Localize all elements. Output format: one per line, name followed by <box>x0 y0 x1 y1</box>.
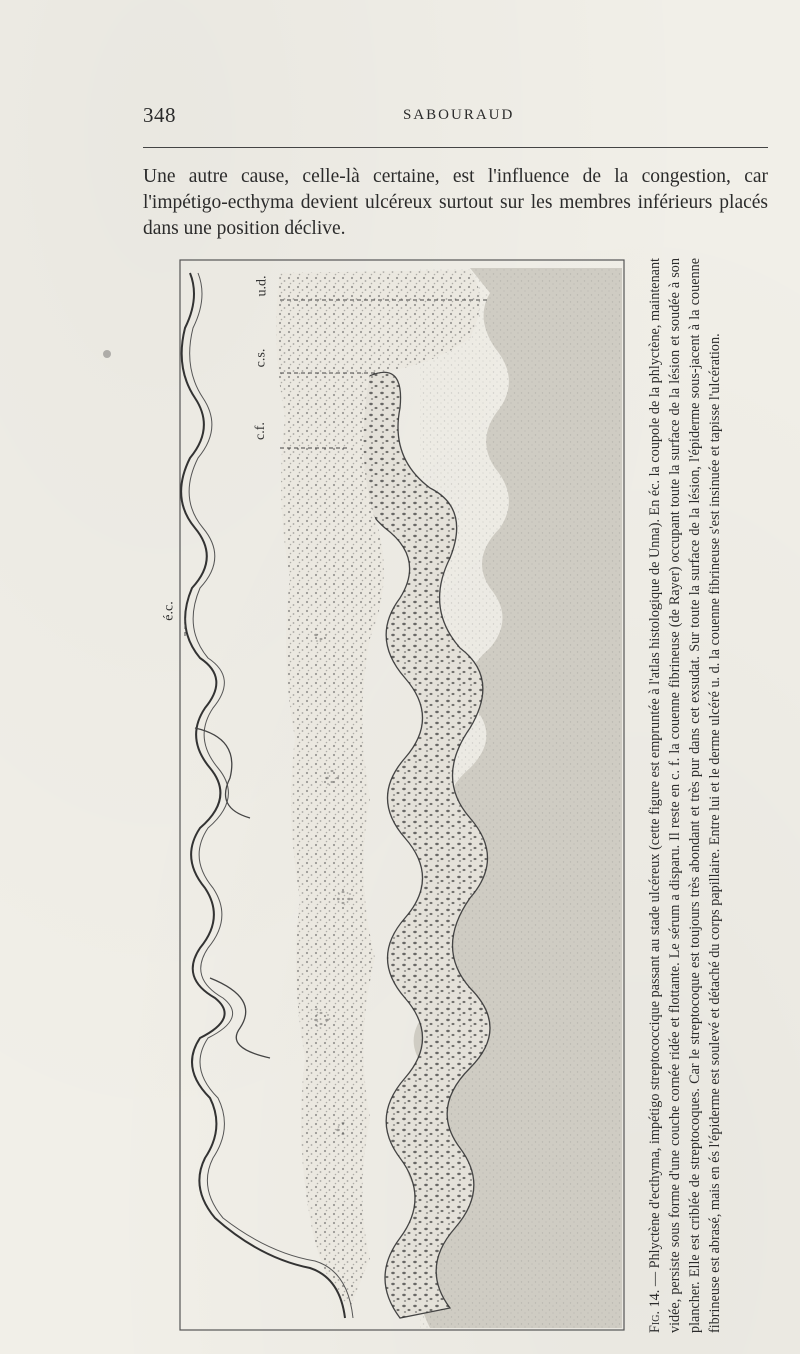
page-header <box>143 103 768 131</box>
label-ud: u.d. <box>254 275 270 297</box>
page-number: 348 <box>143 103 176 127</box>
histology-illustration <box>170 258 626 1333</box>
page-speck <box>103 350 111 358</box>
folded-roof <box>195 728 250 818</box>
label-cs: c.s. <box>253 348 269 368</box>
figure-14 <box>161 258 768 1333</box>
label-ec: é.c. <box>161 601 177 621</box>
running-head: SABOURAUD <box>403 107 515 123</box>
body-paragraph: Une autre cause, celle-là certaine, est l'influence de la congestion, car l'impétigo-ecthyma devient ulcéreux surtout sur les membres inférieurs placés dans une position déclive. <box>143 166 768 239</box>
header-rule <box>143 147 768 148</box>
figure-caption-label: Fig. 14. <box>647 1289 663 1333</box>
label-cf: c.f. <box>252 422 268 440</box>
figure-caption-text: — Phlyctène d'ecthyma, impétigo streptococcique passant au stade ulcéreux (cette figure est empruntée à l'atlas histologique de Unna). En éc. la coupole de la phlyctène, maintenant vidée, persiste sous forme d'une couche cornée ridée et flottante. Le sérum a disparu. Il reste en c. f. la couenne fibrineuse (de Rayer) occupant toute la surface de la lésion et soudée à son plancher. Elle est criblée de streptocoques. Car le streptocoque est toujours très abondant et très pur dans cet exsudat. Sur toute la surface de la lésion, l'épiderme sous-jacent à la couenne fibrineuse est abrasé, mais en és l'épiderme est soulevé et détaché du corps papillaire. Entre lui et le derme ulcéré u. d. la couenne fibrineuse s'est insinuée et tapisse l'ulcération. <box>647 258 723 1333</box>
figure-caption <box>645 258 765 1333</box>
